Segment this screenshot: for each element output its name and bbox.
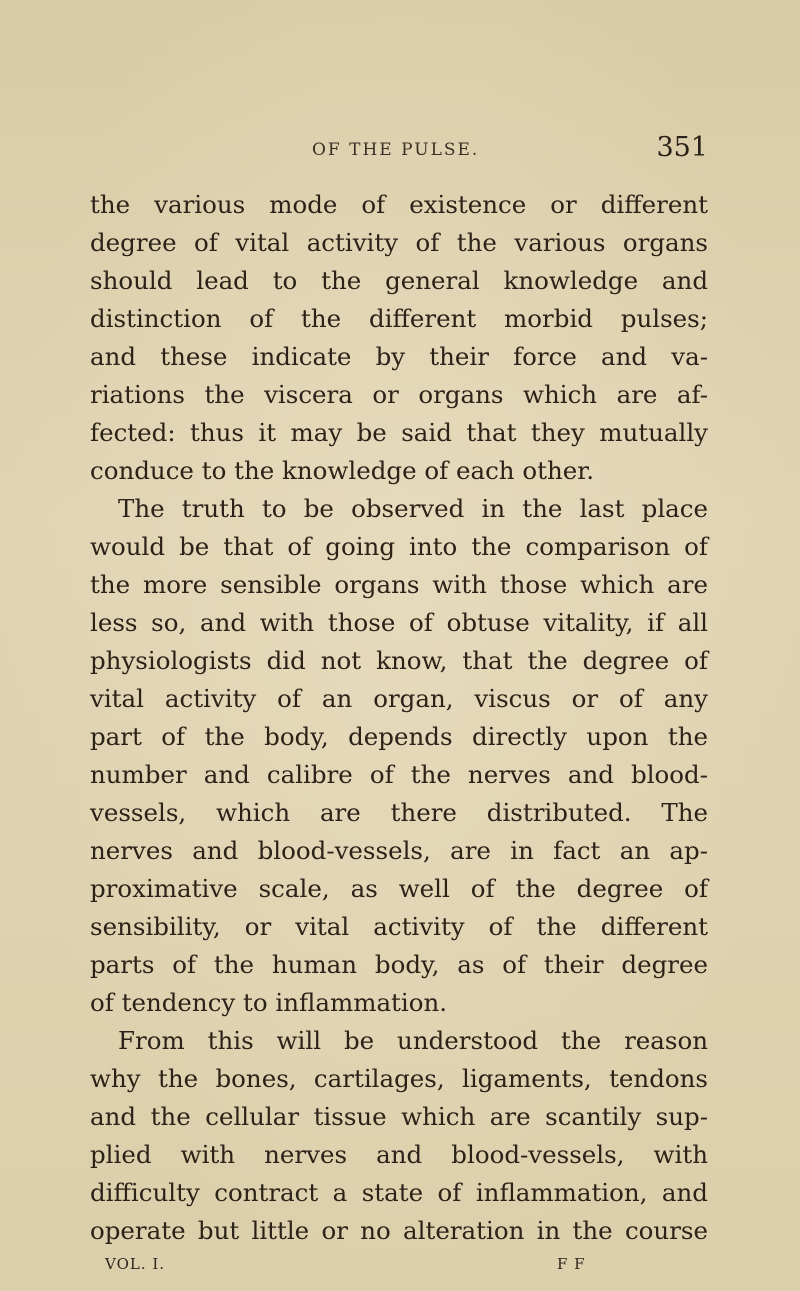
page-number: 351	[656, 132, 708, 163]
text-line: should lead to the general knowledge and	[90, 266, 708, 295]
text-line: difficulty contract a state of inflammation, and	[90, 1178, 708, 1207]
text-line: degree of vital activity of the various organs	[90, 228, 708, 257]
signature-mark: F F	[557, 1255, 586, 1273]
text-line: less so, and with those of obtuse vitality, if all	[90, 608, 708, 637]
text-line: fected: thus it may be said that they mutually	[90, 418, 708, 447]
paragraph-start-line: The truth to be observed in the last place	[118, 494, 708, 523]
text-line: sensibility, or vital activity of the different	[90, 912, 708, 941]
page-footer	[105, 1255, 605, 1277]
text-line: riations the viscera or organs which are af-	[90, 380, 708, 409]
text-line: vessels, which are there distributed. The	[90, 798, 708, 827]
text-line: part of the body, depends directly upon the	[90, 722, 708, 751]
text-line: the various mode of existence or different	[90, 190, 708, 219]
text-line: vital activity of an organ, viscus or of any	[90, 684, 708, 713]
text-line: the more sensible organs with those which are	[90, 570, 708, 599]
paragraph-start-line: From this will be understood the reason	[118, 1026, 708, 1055]
text-line: plied with nerves and blood-vessels, with	[90, 1140, 708, 1169]
text-line: operate but little or no alteration in the course	[90, 1216, 708, 1245]
text-line: why the bones, cartilages, ligaments, tendons	[90, 1064, 708, 1093]
body-text	[90, 186, 708, 1250]
text-line: physiologists did not know, that the degree of	[90, 646, 708, 675]
text-line: and these indicate by their force and va-	[90, 342, 708, 371]
text-line: distinction of the different morbid pulses;	[90, 304, 708, 333]
text-line: parts of the human body, as of their degree	[90, 950, 708, 979]
text-line: number and calibre of the nerves and blood-	[90, 760, 708, 789]
paragraph-end-line: of tendency to inflammation.	[90, 988, 448, 1017]
volume-label: VOL. I.	[105, 1255, 166, 1273]
running-title: OF THE PULSE.	[312, 140, 480, 160]
text-line: and the cellular tissue which are scantily sup-	[90, 1102, 708, 1131]
text-line: nerves and blood-vessels, are in fact an ap-	[90, 836, 708, 865]
text-line: would be that of going into the comparison of	[90, 532, 708, 561]
running-head	[90, 132, 708, 166]
paragraph-end-line: conduce to the knowledge of each other.	[90, 456, 595, 485]
text-line: proximative scale, as well of the degree of	[90, 874, 708, 903]
